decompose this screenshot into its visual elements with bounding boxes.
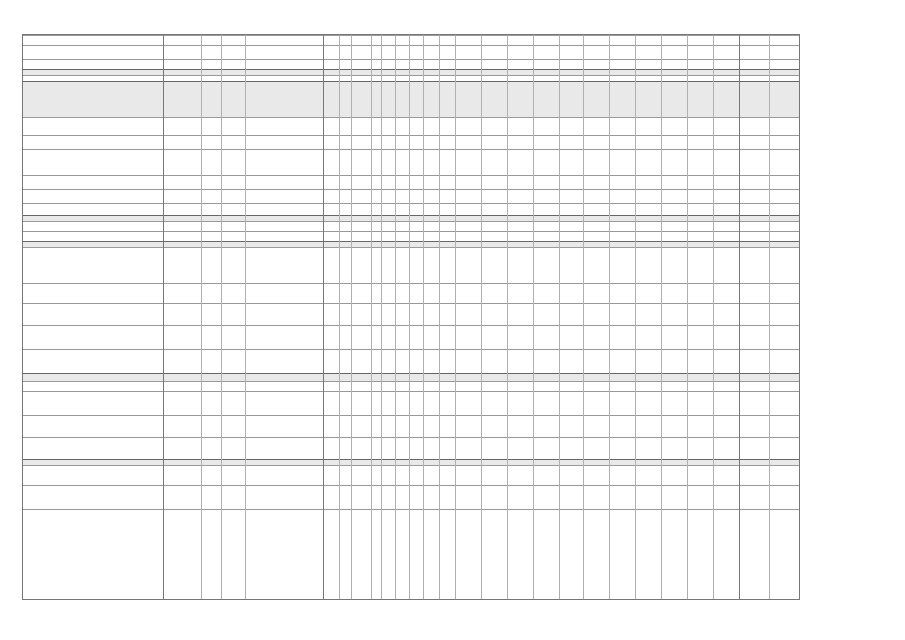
table-row xyxy=(23,35,799,45)
column-divider xyxy=(769,35,770,599)
table-row xyxy=(23,149,799,175)
column-divider xyxy=(221,35,222,599)
column-divider xyxy=(687,35,688,599)
column-divider xyxy=(395,35,396,599)
table-row xyxy=(23,45,799,59)
column-divider xyxy=(609,35,610,599)
column-divider xyxy=(739,35,740,599)
table-row xyxy=(23,221,799,231)
table-row xyxy=(23,203,799,215)
budget-table xyxy=(22,34,800,600)
table-row xyxy=(23,117,799,135)
column-divider xyxy=(533,35,534,599)
column-divider xyxy=(661,35,662,599)
column-divider xyxy=(323,35,324,599)
table-row xyxy=(23,231,799,241)
table-row xyxy=(23,349,799,373)
column-divider xyxy=(439,35,440,599)
table-row xyxy=(23,325,799,349)
subtotal-row xyxy=(23,373,799,381)
table-row xyxy=(23,485,799,509)
column-divider xyxy=(713,35,714,599)
table-row xyxy=(23,465,799,485)
table-row xyxy=(23,175,799,189)
column-divider xyxy=(635,35,636,599)
table-row xyxy=(23,283,799,303)
column-divider xyxy=(455,35,456,599)
table-row xyxy=(23,59,799,69)
table-row xyxy=(23,189,799,203)
page-number xyxy=(445,14,461,20)
subtotal-row xyxy=(23,81,799,117)
table-row xyxy=(23,437,799,459)
column-divider xyxy=(339,35,340,599)
column-divider xyxy=(351,35,352,599)
table-row xyxy=(23,381,799,391)
table-row xyxy=(23,509,799,531)
column-divider xyxy=(507,35,508,599)
column-divider xyxy=(583,35,584,599)
table-row xyxy=(23,415,799,437)
column-divider xyxy=(201,35,202,599)
table-row xyxy=(23,247,799,283)
table-row xyxy=(23,303,799,325)
column-divider xyxy=(371,35,372,599)
column-divider xyxy=(409,35,410,599)
column-divider xyxy=(245,35,246,599)
column-divider xyxy=(559,35,560,599)
table-row xyxy=(23,135,799,149)
column-divider xyxy=(481,35,482,599)
table-row xyxy=(23,391,799,415)
column-divider xyxy=(381,35,382,599)
column-divider xyxy=(163,35,164,599)
column-divider xyxy=(423,35,424,599)
